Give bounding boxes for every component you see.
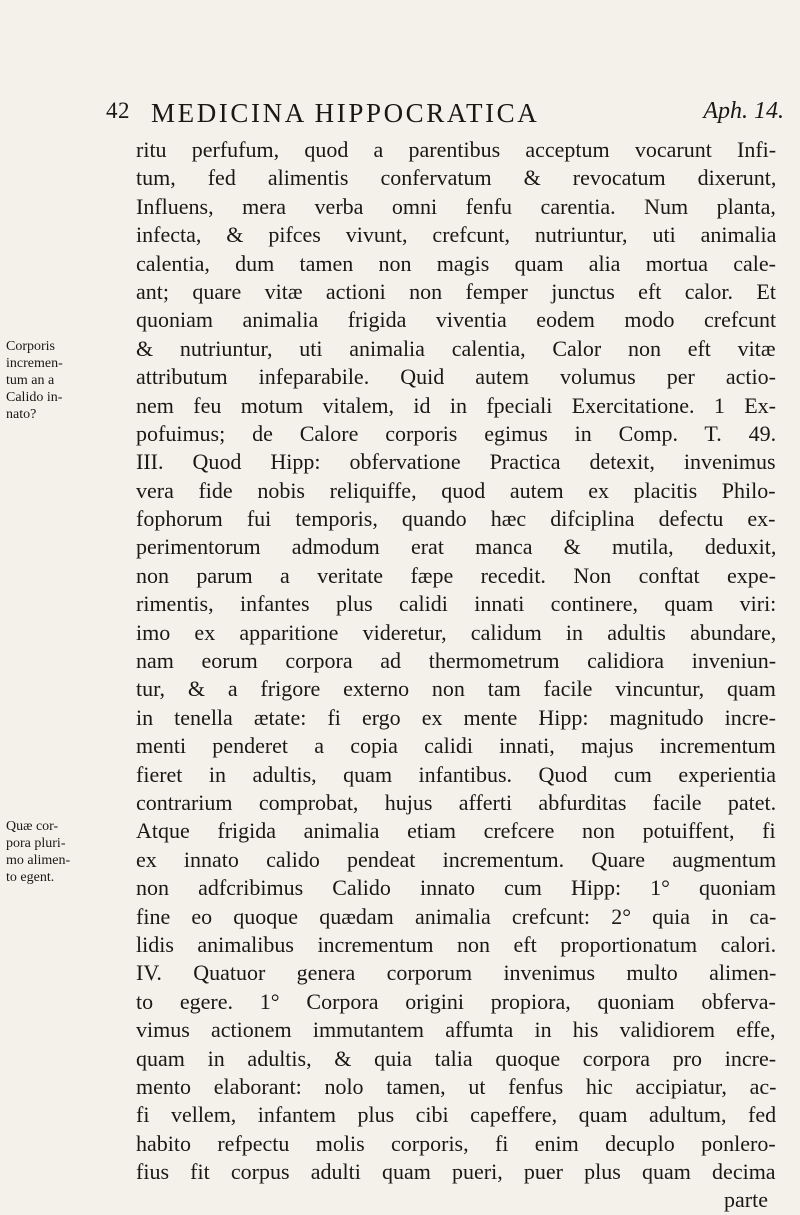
- text-line: ritu perfufum, quod a parentibus acceptum vocarunt Infi-: [136, 137, 777, 162]
- page-number: 42: [106, 98, 130, 123]
- margin-note-quae-corpora: [6, 818, 88, 886]
- text-line: attributum infeparabile. Quid autem volumus per actio-: [136, 364, 776, 390]
- text-line: rimentis, infantes plus calidi innati continere, quam viri:: [136, 591, 777, 617]
- text-line: tur, & a frigore externo non tam facile vincuntur, quam: [136, 676, 776, 702]
- text-line: pofuimus; de Calore corporis egimus in Comp. T. 49.: [136, 420, 777, 446]
- text-line: infecta, & pifces vivunt, crefcunt, nutriuntur, uti animalia: [136, 222, 777, 248]
- text-line: fieret in adultis, quam infantibus. Quod cum experientia: [136, 761, 777, 787]
- text-line: non parum a veritate fæpe recedit. Non conftat expe-: [136, 562, 776, 588]
- margin-note-line: Calido in-: [6, 390, 63, 405]
- text-line: contrarium comprobat, hujus afferti abfurditas facile patet.: [136, 789, 777, 815]
- text-line: & nutriuntur, uti animalia calentia, Calor non eft vitæ: [136, 335, 776, 361]
- text-line: vera fide nobis reliquiffe, quod autem ex placitis Philo-: [136, 477, 776, 503]
- text-line: imo ex apparitione videretur, calidum in adultis abundare,: [136, 619, 777, 645]
- text-line: nam eorum corpora ad thermometrum calidiora inveniun-: [136, 648, 777, 674]
- text-line: calentia, dum tamen non magis quam alia mortua cale-: [136, 250, 776, 276]
- margin-note-line: Quæ cor-: [6, 819, 59, 834]
- text-line: fi vellem, infantem plus cibi capeffere, quam adultum, fed: [136, 1102, 777, 1128]
- text-line: parte: [724, 1187, 768, 1213]
- margin-note-line: pora pluri-: [6, 836, 66, 851]
- running-title: MEDICINA HIPPOCRATICA: [151, 98, 540, 128]
- margin-note-line: tum an a: [6, 373, 55, 388]
- margin-note-line: to egent.: [6, 870, 55, 885]
- text-line: perimentorum admodum erat manca & mutila, deduxit,: [136, 534, 777, 560]
- text-line: tum, fed alimentis confervatum & revocatum dixerunt,: [136, 165, 777, 191]
- text-line: nem feu motum vitalem, id in fpeciali Exercitatione. 1 Ex-: [136, 392, 777, 418]
- text-line: mento elaborant: nolo tamen, ut fenfus hic accipiatur, ac-: [136, 1073, 777, 1099]
- text-line: in tenella ætate: fi ergo ex mente Hipp: magnitudo incre-: [136, 704, 776, 730]
- margin-note-line: Corporis: [6, 339, 55, 354]
- page-header: [106, 98, 792, 134]
- text-line: vimus actionem immutantem affumta in his validiorem effe,: [136, 1017, 776, 1043]
- text-line: Influens, mera verba omni fenfu carentia. Num planta,: [136, 193, 776, 219]
- text-line: fius fit corpus adulti quam pueri, puer plus quam decima: [136, 1159, 776, 1185]
- margin-note-line: mo alimen-: [6, 853, 71, 868]
- text-line: to egere. 1° Corpora origini propiora, quoniam obferva-: [136, 988, 776, 1014]
- body-text: [136, 136, 776, 1215]
- margin-note-corporis-incrementum: [6, 338, 88, 423]
- text-line: quam in adultis, & quia talia quoque corpora pro incre-: [136, 1045, 777, 1071]
- text-line: ex innato calido pendeat incrementum. Quare augmentum: [136, 846, 777, 872]
- margin-note-line: incremen-: [6, 356, 63, 371]
- text-line: Atque frigida animalia etiam crefcere non potuiffent, fi: [136, 818, 776, 844]
- text-line: menti penderet a copia calidi innati, majus incrementum: [136, 733, 776, 759]
- text-line: lidis animalibus incrementum non eft proportionatum calori.: [136, 931, 777, 957]
- text-line: habito refpectu molis corporis, fi enim decuplo ponlero-: [136, 1130, 776, 1156]
- text-line: III. Quod Hipp: obfervatione Practica detexit, invenimus: [136, 449, 776, 475]
- section-reference: Aph. 14.: [703, 98, 784, 124]
- text-line: quoniam animalia frigida viventia eodem modo crefcunt: [136, 307, 777, 333]
- text-line: fine eo quoque quædam animalia crefcunt: 2° quia in ca-: [136, 903, 777, 929]
- text-line: IV. Quatuor genera corporum invenimus multo alimen-: [136, 960, 777, 986]
- text-line: fophorum fui temporis, quando hæc difciplina defectu ex-: [136, 506, 776, 532]
- text-line: non adfcribimus Calido innato cum Hipp: 1° quoniam: [136, 875, 776, 901]
- text-line: ant; quare vitæ actioni non femper junctus eft calor. Et: [136, 278, 776, 304]
- margin-note-line: nato?: [6, 407, 37, 422]
